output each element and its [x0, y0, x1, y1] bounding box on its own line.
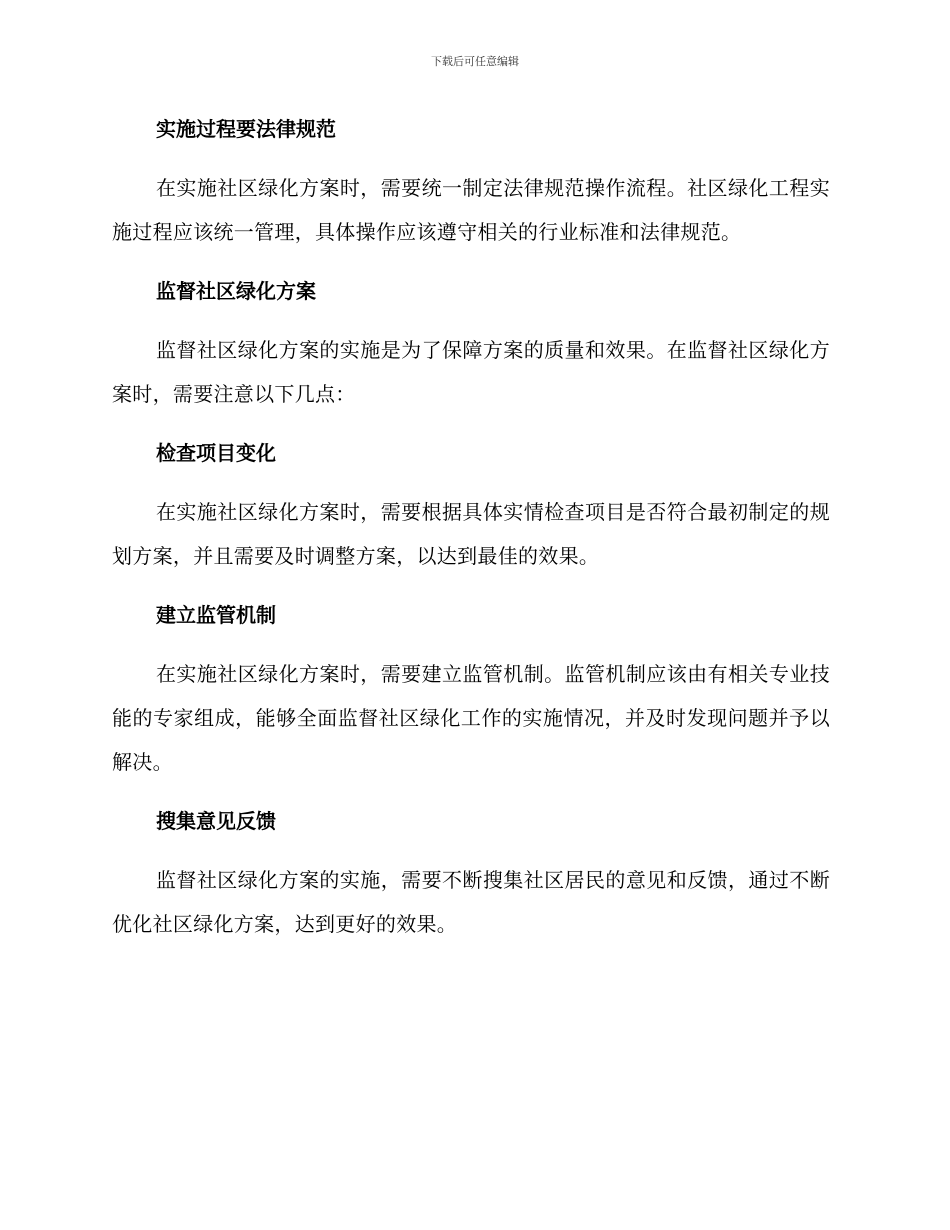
section-heading-collect-feedback: 搜集意见反馈: [156, 809, 276, 833]
section-heading-supervise-plan: 监督社区绿化方案: [156, 279, 316, 303]
section-paragraph-collect-feedback: 监督社区绿化方案的实施，需要不断搜集社区居民的意见和反馈，通过不断优化社区绿化方案，达到更好的效果。: [112, 868, 830, 936]
section-paragraph-check-changes: 在实施社区绿化方案时，需要根据具体实情检查项目是否符合最初制定的规划方案，并且需要及时调整方案，以达到最佳的效果。: [112, 500, 830, 568]
document-body: [112, 112, 830, 946]
section-heading-legal-compliance: 实施过程要法律规范: [156, 117, 336, 141]
page-header: 下载后可任意编辑: [431, 55, 519, 68]
section-paragraph-supervise-plan: 监督社区绿化方案的实施是为了保障方案的质量和效果。在监督社区绿化方案时，需要注意以下几点：: [112, 338, 830, 406]
section-heading-oversight-mechanism: 建立监管机制: [156, 603, 276, 627]
section-paragraph-oversight-mechanism: 在实施社区绿化方案时，需要建立监管机制。监管机制应该由有相关专业技能的专家组成，能够全面监督社区绿化工作的实施情况，并及时发现问题并予以解决。: [112, 662, 830, 774]
section-heading-check-changes: 检查项目变化: [156, 441, 276, 465]
section-paragraph-legal-compliance: 在实施社区绿化方案时，需要统一制定法律规范操作流程。社区绿化工程实施过程应该统一管理，具体操作应该遵守相关的行业标准和法律规范。: [112, 176, 830, 244]
